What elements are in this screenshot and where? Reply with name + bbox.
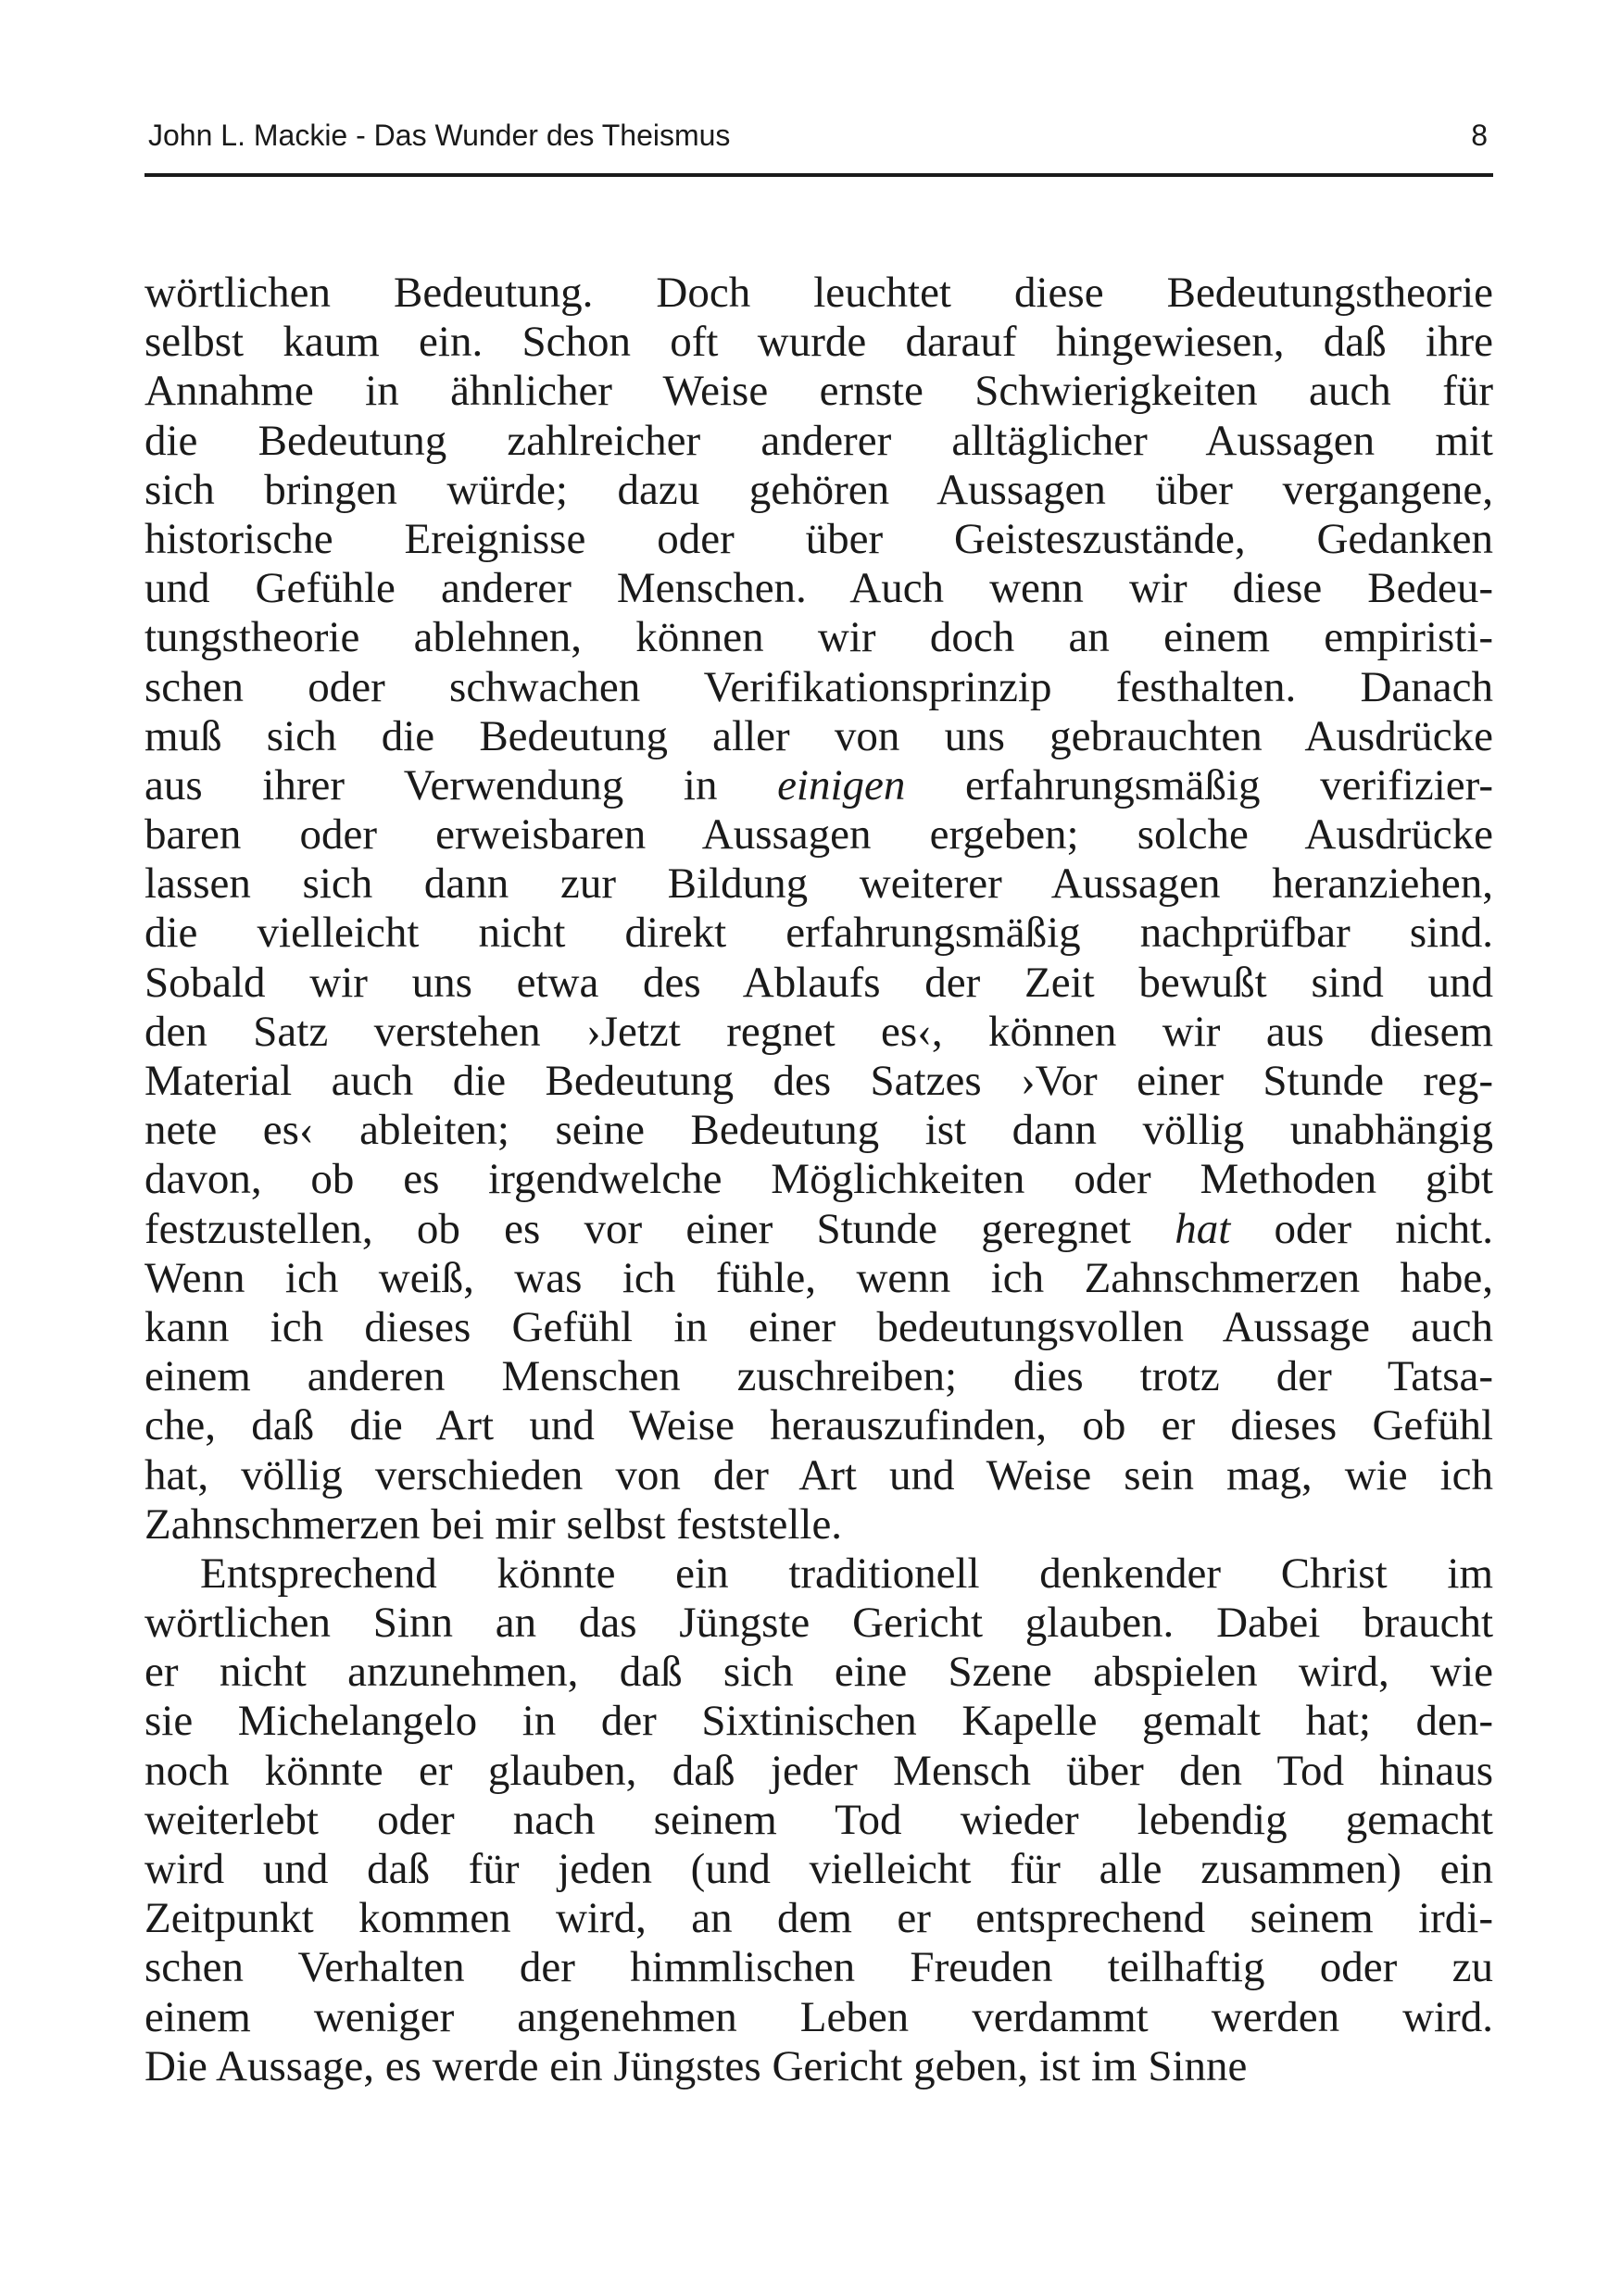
- text-segment: erfahrungsmäßig verifizier-: [905, 760, 1493, 809]
- text-line: [145, 1155, 1493, 1204]
- text-line: [145, 613, 1493, 662]
- text-segment: lassen sich dann zur Bildung weiterer Aussagen heranziehen,: [145, 859, 1493, 909]
- text-line: [145, 810, 1493, 859]
- text-segment: tungstheorie ablehnen, können wir doch an einem empiristi-: [145, 613, 1493, 662]
- text-line: [145, 564, 1493, 613]
- text-line: [145, 712, 1493, 761]
- text-segment: Die Aussage, es werde ein Jüngstes Gericht geben, ist im Sinne: [145, 2041, 1248, 2090]
- text-segment: wörtlichen Sinn an das Jüngste Gericht glauben. Dabei braucht: [145, 1599, 1493, 1648]
- text-segment: noch könnte er glauben, daß jeder Mensch über den Tod hinaus: [145, 1746, 1493, 1795]
- text-segment: Material auch die Bedeutung des Satzes ›Vor einer Stunde reg-: [145, 1057, 1493, 1105]
- text-line: [145, 515, 1493, 564]
- text-segment: weiterlebt oder nach seinem Tod wieder lebendig gemacht: [145, 1795, 1493, 1844]
- text-line: [145, 1697, 1493, 1746]
- text-line: [145, 466, 1493, 515]
- text-line: [145, 1352, 1493, 1401]
- text-line: [145, 1943, 1493, 1992]
- emphasized-text: hat: [1175, 1204, 1231, 1253]
- text-segment: selbst kaum ein. Schon oft wurde darauf hingewiesen, daß ihre: [145, 318, 1493, 367]
- text-segment: kann ich dieses Gefühl in einer bedeutungsvollen Aussage auch: [145, 1302, 1493, 1351]
- text-line: [145, 1451, 1493, 1500]
- text-segment: nete es‹ ableiten; seine Bedeutung ist dann völlig unabhängig: [145, 1106, 1493, 1155]
- text-line: [145, 1648, 1493, 1697]
- emphasized-text: einigen: [777, 760, 906, 809]
- text-line: [145, 2042, 1493, 2091]
- text-line: [145, 417, 1493, 466]
- text-segment: aus ihrer Verwendung in: [145, 760, 778, 809]
- text-segment: Zahnschmerzen bei mir selbst feststelle.: [145, 1499, 843, 1549]
- text-segment: wörtlichen Bedeutung. Doch leuchtet diese Bedeutungstheorie: [145, 269, 1493, 317]
- text-segment: Sobald wir uns etwa des Ablaufs der Zeit bewußt sind und: [145, 958, 1493, 1007]
- text-line: [145, 959, 1493, 1008]
- text-segment: davon, ob es irgendwelche Möglichkeiten oder Methoden gibt: [145, 1155, 1493, 1204]
- text-segment: che, daß die Art und Weise herauszufinden, ob er dieses Gefühl: [145, 1401, 1493, 1450]
- text-segment: muß sich die Bedeutung aller von uns gebrauchten Ausdrücke: [145, 711, 1493, 760]
- text-line: [145, 318, 1493, 367]
- text-segment: oder nicht.: [1230, 1204, 1493, 1253]
- text-line: [145, 1845, 1493, 1894]
- text-line: [145, 1549, 1493, 1599]
- text-segment: Annahme in ähnlicher Weise ernste Schwierigkeiten auch für: [145, 367, 1493, 416]
- text-line: [145, 1254, 1493, 1303]
- header-rule: [145, 173, 1493, 177]
- text-line: [145, 1993, 1493, 2042]
- text-segment: einem weniger angenehmen Leben verdammt werden wird.: [145, 1992, 1493, 2041]
- text-line: [145, 1205, 1493, 1254]
- text-line: [145, 859, 1493, 909]
- text-line: [145, 1747, 1493, 1796]
- text-line: [145, 1401, 1493, 1450]
- running-header: [145, 117, 1493, 154]
- text-line: [145, 1057, 1493, 1106]
- text-segment: wird und daß für jeden (und vielleicht für alle zusammen) ein: [145, 1845, 1493, 1893]
- text-line: [145, 761, 1493, 810]
- text-segment: schen Verhalten der himmlischen Freuden teilhaftig oder zu: [145, 1943, 1493, 1992]
- text-segment: Entsprechend könnte ein traditionell denkender Christ im: [200, 1549, 1493, 1598]
- text-line: [145, 1796, 1493, 1845]
- text-line: [145, 909, 1493, 958]
- text-line: [145, 1500, 1493, 1549]
- text-line: [145, 269, 1493, 318]
- text-segment: schen oder schwachen Verifikationsprinzip festhalten. Danach: [145, 662, 1493, 711]
- running-title: John L. Mackie - Das Wunder des Theismus: [148, 119, 731, 152]
- text-segment: sie Michelangelo in der Sixtinischen Kapelle gemalt hat; den-: [145, 1697, 1493, 1746]
- text-line: [145, 367, 1493, 416]
- text-segment: sich bringen würde; dazu gehören Aussagen über vergangene,: [145, 465, 1493, 514]
- text-line: [145, 1894, 1493, 1943]
- text-segment: baren oder erweisbaren Aussagen ergeben; solche Ausdrücke: [145, 810, 1493, 859]
- text-segment: hat, völlig verschieden von der Art und Weise sein mag, wie ich: [145, 1450, 1493, 1499]
- text-line: [145, 1008, 1493, 1057]
- text-line: [145, 1106, 1493, 1155]
- body-text: [145, 269, 1493, 2091]
- text-segment: die Bedeutung zahlreicher anderer alltäglicher Aussagen mit: [145, 416, 1493, 465]
- text-line: [145, 1303, 1493, 1352]
- text-segment: festzustellen, ob es vor einer Stunde geregnet: [145, 1204, 1175, 1253]
- text-segment: einem anderen Menschen zuschreiben; dies trotz der Tatsa-: [145, 1352, 1493, 1401]
- text-segment: historische Ereignisse oder über Geisteszustände, Gedanken: [145, 514, 1493, 563]
- text-line: [145, 1599, 1493, 1648]
- text-line: [145, 663, 1493, 712]
- text-segment: und Gefühle anderer Menschen. Auch wenn wir diese Bedeu-: [145, 564, 1493, 613]
- text-segment: Wenn ich weiß, was ich fühle, wenn ich Zahnschmerzen habe,: [145, 1253, 1493, 1302]
- text-segment: den Satz verstehen ›Jetzt regnet es‹, können wir aus diesem: [145, 1007, 1493, 1056]
- text-segment: er nicht anzunehmen, daß sich eine Szene abspielen wird, wie: [145, 1648, 1493, 1697]
- text-segment: die vielleicht nicht direkt erfahrungsmäßig nachprüfbar sind.: [145, 909, 1493, 958]
- text-segment: Zeitpunkt kommen wird, an dem er entsprechend seinem irdi-: [145, 1894, 1493, 1943]
- page-number: 8: [1471, 119, 1488, 152]
